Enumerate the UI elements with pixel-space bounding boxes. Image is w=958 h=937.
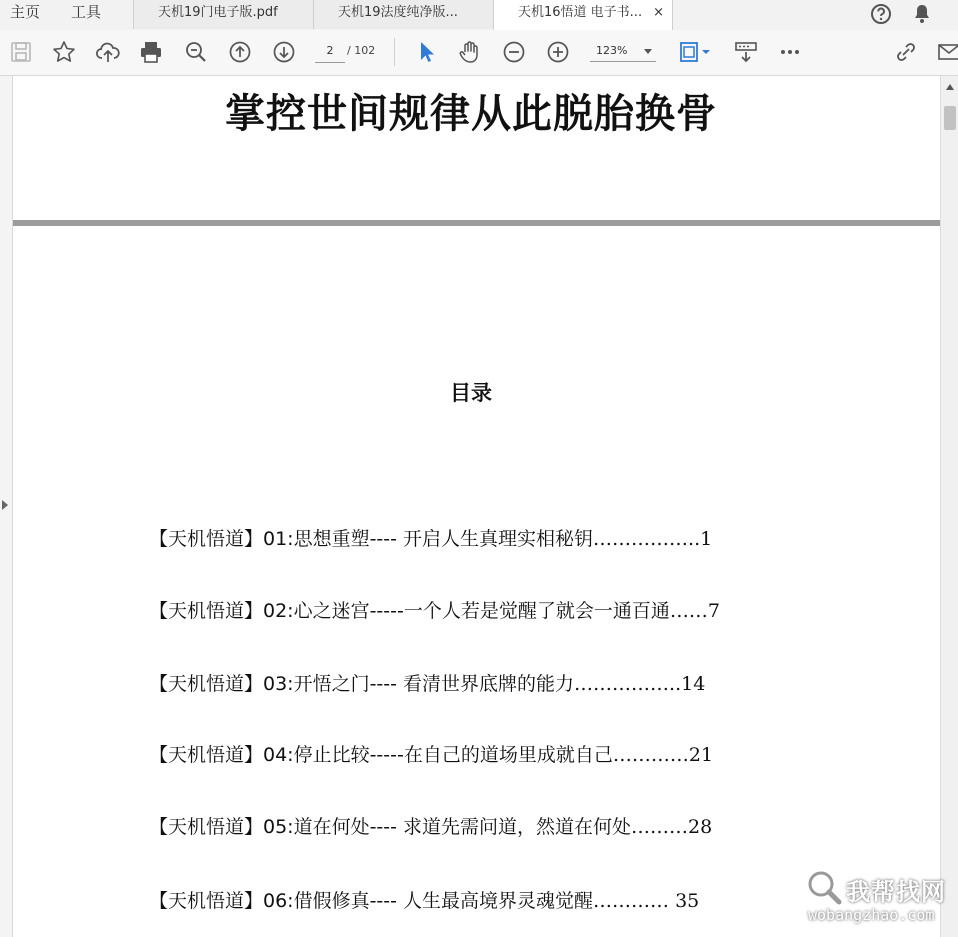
toc-entry-text: 【天机悟道】03:开悟之门---- 看清世界底牌的能力 [149,673,575,695]
toc-title: 目录 [450,381,492,405]
fit-page-icon[interactable] [677,39,713,65]
notification-bell-icon[interactable] [910,2,934,26]
toc-entry-text: 【天机悟道】05:道在何处---- 求道先需问道，然道在何处 [149,816,632,838]
toolbar [0,30,958,76]
tab-label: 天机16悟道 电子书... [518,5,643,20]
print-icon[interactable] [138,39,164,65]
email-icon[interactable] [936,39,958,65]
menu-home[interactable]: 主页 [10,3,41,21]
toc-page-number: 14 [681,673,706,695]
toc-leader: ……… [631,816,689,838]
menu-tools[interactable]: 工具 [71,3,102,21]
toc-entry[interactable] [149,669,705,699]
toc-entry-text: 【天机悟道】01:思想重塑---- 开启人生真理实相秘钥 [149,528,594,550]
next-page-icon[interactable] [271,39,297,65]
watermark-url: wobangzhao.com [808,906,935,924]
tab-label: 天机19法度纯净版... [338,5,458,20]
page-total: / 102 [347,44,376,57]
toc-leader: …… [669,600,708,622]
toc-page-number: 28 [688,816,713,838]
toc-entry[interactable] [149,740,713,770]
magnifier-logo-icon [804,868,844,908]
toc-page-number: 1 [700,528,713,550]
hand-tool-icon[interactable] [457,39,483,65]
scrollbar-thumb[interactable] [944,106,956,130]
chevron-down-icon [644,49,652,54]
toc-leader: …………….. [593,528,701,550]
toc-leader: ………… [612,744,689,766]
pdf-page [13,76,940,937]
tab-close-button[interactable]: × [653,5,664,20]
toc-entry[interactable] [149,596,720,626]
toc-entry[interactable] [149,886,699,916]
expand-panel-icon [2,500,8,510]
zoom-out-icon[interactable] [501,39,527,65]
more-options-icon[interactable] [777,39,803,65]
zoom-level-value: 123% [596,44,628,57]
tab-label: 天机19门电子版.pdf [158,5,278,20]
scroll-mode-icon[interactable] [733,39,759,65]
site-watermark [800,866,956,936]
sign-link-icon[interactable] [893,39,919,65]
tab-doc-2[interactable] [313,0,493,29]
tab-doc-3-active[interactable] [493,0,673,31]
previous-page-icon[interactable] [227,39,253,65]
zoom-in-icon[interactable] [545,39,571,65]
toc-page-number: 7 [707,600,720,622]
toolbar-divider [394,38,395,66]
zoom-search-icon[interactable] [183,39,209,65]
toc-entry-text: 【天机悟道】06:借假修真---- 人生最高境界灵魂觉醒 [149,890,594,912]
watermark-text: 我帮找网 [846,878,946,906]
toc-entry[interactable] [149,524,712,554]
vertical-scrollbar[interactable] [940,76,958,937]
page-number-input[interactable]: 2 [315,40,345,63]
toc-page-number: 35 [675,890,700,912]
toc-page-number: 21 [688,744,714,766]
page-separator [13,220,940,226]
left-panel-toggle[interactable] [0,76,13,937]
tab-doc-1[interactable] [133,0,313,29]
toc-entry-text: 【天机悟道】04:停止比较-----在自己的道场里成就自己 [149,744,613,766]
scroll-up-icon[interactable] [946,84,954,90]
toc-leader: …………….. [574,673,682,695]
bookmark-star-icon[interactable] [51,39,77,65]
save-icon[interactable] [8,39,34,65]
help-icon[interactable] [869,2,893,26]
toc-entry-text: 【天机悟道】02:心之迷宫-----一个人若是觉醒了就会一通百通 [149,600,670,622]
document-viewport[interactable] [0,76,958,937]
select-cursor-icon[interactable] [413,39,439,65]
page-headline: 掌控世间规律从此脱胎换骨 [225,90,717,137]
toc-leader: ………… [593,890,676,912]
cloud-upload-icon[interactable] [95,39,121,65]
zoom-level-select[interactable] [590,40,656,62]
top-bar [0,0,958,31]
toc-entry[interactable] [149,812,712,842]
